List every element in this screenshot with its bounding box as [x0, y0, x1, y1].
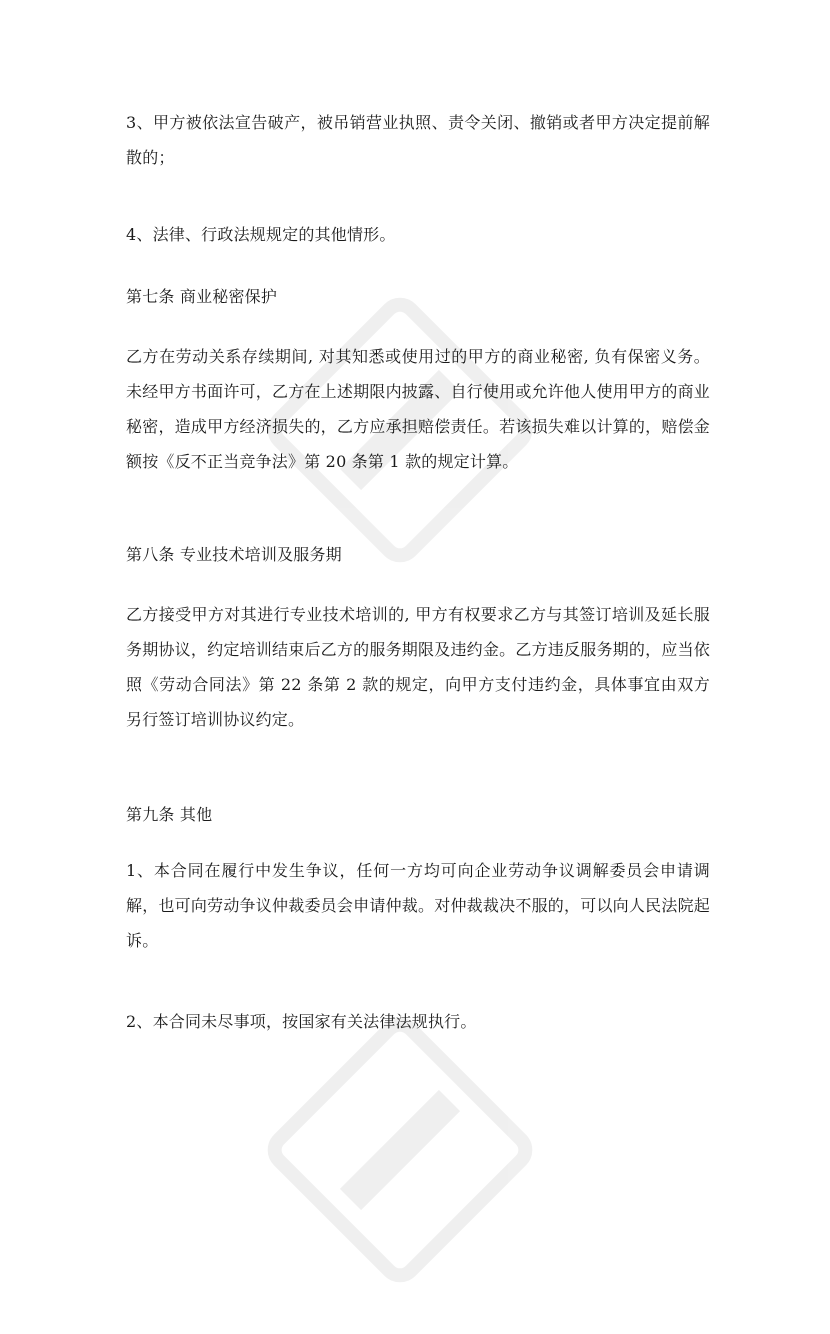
- paragraph-text: 乙方接受甲方对其进行专业技术培训的, 甲方有权要求乙方与其签订培训及延长服务期协议，约定培训结束后乙方的服务期限及违约金。乙方违反服务期的，应当依照《劳动合同法》第 22 条第 2 款的规定，向甲方支付违约金，具体事宜由双方另行签订培训协议约定。: [126, 605, 710, 729]
- paragraph-text: 3、甲方被依法宣告破产，被吊销营业执照、责令关闭、撤销或者甲方决定提前解散的；: [126, 113, 710, 167]
- section-heading: 第七条 商业秘密保护: [126, 287, 278, 306]
- paragraph-text: 2、本合同未尽事项，按国家有关法律法规执行。: [126, 1012, 477, 1031]
- section-heading-article-8: [126, 537, 710, 572]
- section-heading: 第九条 其他: [126, 805, 213, 824]
- paragraph-text: 4、法律、行政法规规定的其他情形。: [126, 225, 396, 244]
- article-7-body: [126, 339, 710, 479]
- section-heading-article-7: [126, 279, 710, 314]
- article-8-body: [126, 597, 710, 737]
- clause-item-3: [126, 105, 710, 175]
- paragraph-text: 1、本合同在履行中发生争议，任何一方均可向企业劳动争议调解委员会申请调解，也可向劳动争议仲裁委员会申请仲裁。对仲裁裁决不服的，可以向人民法院起诉。: [126, 861, 710, 950]
- paragraph-text: 乙方在劳动关系存续期间, 对其知悉或使用过的甲方的商业秘密, 负有保密义务。未经甲方书面许可，乙方在上述期限内披露、自行使用或允许他人使用甲方的商业秘密，造成甲方经济损失的，乙方应承担赔偿责任。若该损失难以计算的，赔偿金额按《反不正当竞争法》第 20 条第 1 款的规定计算。: [126, 347, 710, 471]
- clause-item-4: [126, 217, 710, 252]
- section-heading-article-9: [126, 797, 710, 832]
- article-9-item-1: [126, 853, 710, 958]
- section-heading: 第八条 专业技术培训及服务期: [126, 545, 342, 564]
- article-9-item-2: [126, 1004, 710, 1039]
